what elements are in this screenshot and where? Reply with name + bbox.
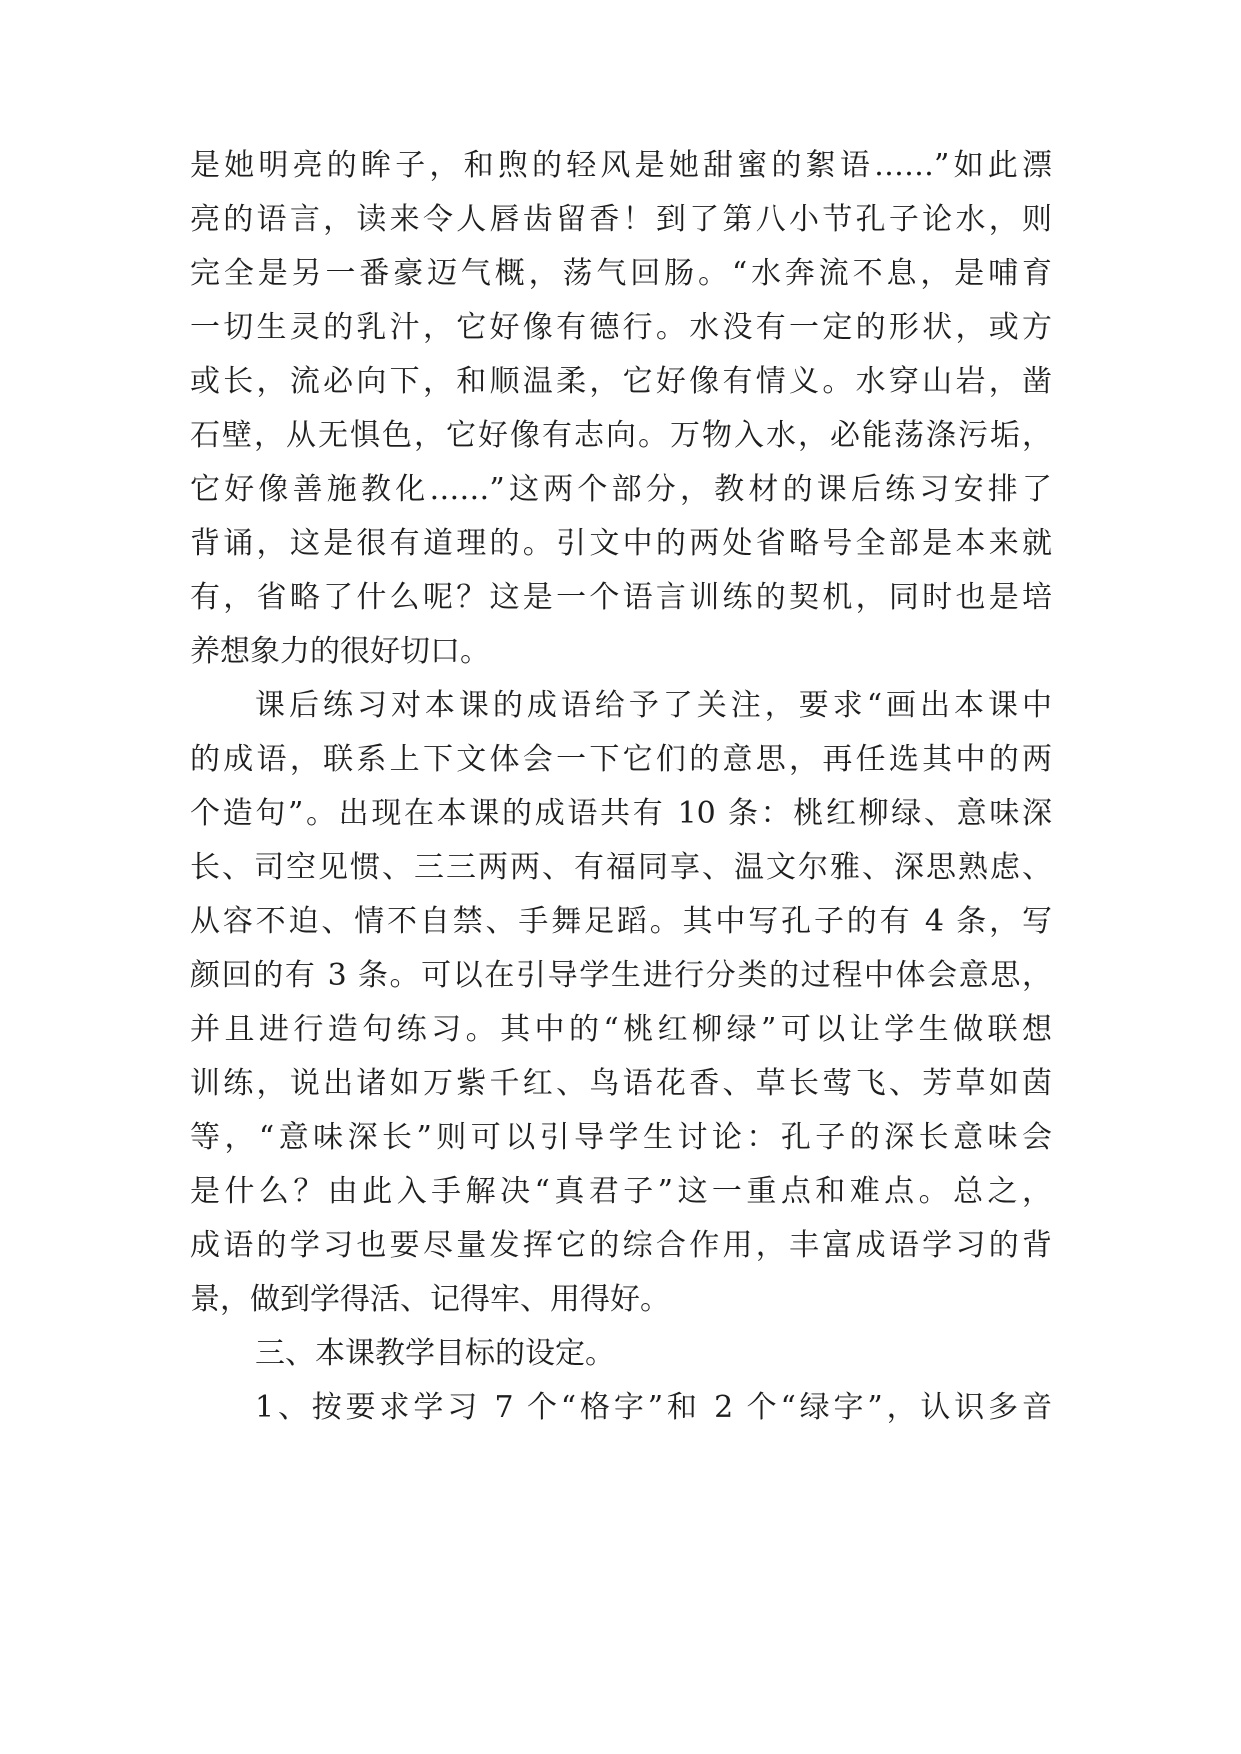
text-line: 一切生灵的乳汁，它好像有德行。水没有一定的形状，或方: [190, 310, 1052, 345]
text-line: 成语的学习也要尽量发挥它的综合作用，丰富成语学习的背: [190, 1228, 1052, 1263]
text-line: 从容不迫、情不自禁、手舞足蹈。其中写孔子的有 4 条，写: [190, 904, 1052, 939]
text-line: 景，做到学得活、记得牢、用得好。: [190, 1282, 670, 1317]
text-line: 它好像善施教化……”这两个部分，教材的课后练习安排了: [190, 472, 1052, 507]
text-line: 个造句”。出现在本课的成语共有 10 条：桃红柳绿、意味深: [190, 796, 1052, 831]
text-line: 是她明亮的眸子，和煦的轻风是她甜蜜的絮语……”如此漂: [190, 148, 1052, 183]
text-line: 训练，说出诸如万紫千红、鸟语花香、草长莺飞、芳草如茵: [190, 1066, 1052, 1101]
text-line: 或长，流必向下，和顺温柔，它好像有情义。水穿山岩，凿: [190, 364, 1052, 399]
text-line: 完全是另一番豪迈气概，荡气回肠。“水奔流不息，是哺育: [190, 256, 1052, 291]
text-line: 是什么？由此入手解决“真君子”这一重点和难点。总之，: [190, 1174, 1052, 1209]
text-line: 并且进行造句练习。其中的“桃红柳绿”可以让学生做联想: [190, 1012, 1052, 1047]
text-line: 石壁，从无惧色，它好像有志向。万物入水，必能荡涤污垢，: [190, 418, 1052, 453]
text-line: 的成语，联系上下文体会一下它们的意思，再任选其中的两: [190, 742, 1052, 777]
text-line: 养想象力的很好切口。: [190, 634, 490, 669]
list-item-first-line: 1、按要求学习 7 个“格字”和 2 个“绿字”，认识多音: [255, 1390, 1052, 1425]
paragraph-first-line: 课后练习对本课的成语给予了关注，要求“画出本课中: [255, 688, 1052, 723]
section-heading: 三、本课教学目标的设定。: [255, 1336, 615, 1371]
text-line: 等，“意味深长”则可以引导学生讨论：孔子的深长意味会: [190, 1120, 1052, 1155]
text-line: 亮的语言，读来令人唇齿留香！到了第八小节孔子论水，则: [190, 202, 1052, 237]
text-line: 有，省略了什么呢？这是一个语言训练的契机，同时也是培: [190, 580, 1052, 615]
text-line: 背诵，这是很有道理的。引文中的两处省略号全部是本来就: [190, 526, 1052, 561]
text-line: 颜回的有 3 条。可以在引导学生进行分类的过程中体会意思，: [190, 958, 1052, 993]
text-line: 长、司空见惯、三三两两、有福同享、温文尔雅、深思熟虑、: [190, 850, 1052, 885]
